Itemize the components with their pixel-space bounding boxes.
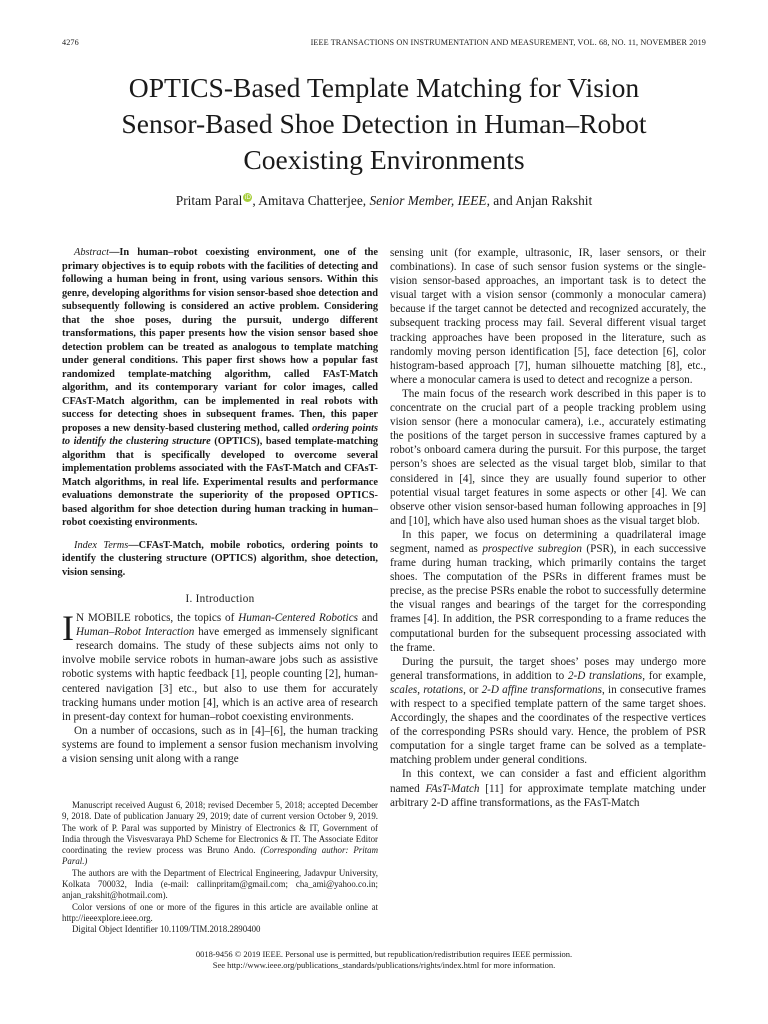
copyright-line: 0018-9456 © 2019 IEEE. Personal use is permitted, but republication/redistribution requires IEEE permission. [195, 949, 573, 959]
copyright-line: See http://www.ieee.org/publications_standards/publications/rights/index.html for more information. [212, 960, 556, 970]
body-emphasis: rotations [423, 683, 464, 696]
body-emphasis: scales [390, 683, 418, 696]
body-emphasis: FAsT-Match [425, 782, 480, 795]
page-number: 4276 [62, 38, 79, 47]
body-paragraph: sensing unit (for example, ultrasonic, IR, laser sensors, or their combinations). In case of such sensor fusion systems or the single-vision sensor-based approaches, an important task is to detect the visual target with a vision sensor (commonly a monocular camera) because if the target cannot be detected and recognized accurately, the subsequent tracking process may fail. Several different visual target tracking approaches have been proposed in the literature, such as randomly moving person identification [5], face detection [6], color histogram-based approach [7], human silhouette matching [8], etc., where a monocular camera is used to detect and recognize a person. [390, 247, 706, 386]
intro-text: and [358, 612, 378, 625]
right-column [390, 246, 706, 810]
body-emphasis: 2-D translations [567, 669, 643, 682]
footnote-color: Color versions of one or more of the figures in this article are available online at http://ieeexplore.ieee.org. [62, 901, 378, 923]
footnote-manuscript [62, 800, 378, 868]
abstract-text: (OPTICS), based template-matching algorithm that is specifically developed to overcome several implementation problems associated with the FAsT-Match and CFAsT-Match algorithms, in real life. Experimental results and performance evaluations demonstrate the superiority of the proposed OPTICS-based algorithm for shoe detection during human tracking in human–robot coexisting environments. [62, 436, 379, 528]
body-text: In this context, we can consider a fast and efficient algorithm named [390, 768, 706, 795]
footnote-affiliation: The authors are with the Department of Electrical Engineering, Jadavpur University, Kolkata 700032, India (e-mail: callinpritam@gmail.com; cha_ami@yahoo.co.in; anjan_rakshit@hotmail.com). [62, 867, 378, 901]
corresponding-author: (Corresponding author: Pritam Paral.) [62, 845, 378, 867]
intro-emphasis: Human-Centered Robotics [238, 612, 359, 625]
body-text: , or [463, 683, 482, 696]
author-title: Senior Member, IEEE [369, 193, 487, 208]
author-separator: , Amitava Chatterjee, [252, 193, 370, 208]
body-text: In this paper, we focus on determining a quadrilateral image segment, named as [390, 528, 706, 555]
journal-header: IEEE TRANSACTIONS ON INSTRUMENTATION AND MEASUREMENT, VOL. 68, NO. 11, NOVEMBER 2019 [310, 38, 706, 47]
author-separator: , and Anjan Rakshit [486, 193, 593, 208]
running-head [62, 38, 706, 50]
author-line [40, 193, 728, 209]
body-paragraph [390, 528, 706, 655]
body-emphasis: 2-D affine transformations [481, 683, 602, 696]
intro-paragraph [62, 608, 378, 724]
body-paragraph [390, 767, 706, 809]
index-terms-dash: — [128, 539, 139, 551]
body-paragraph: The main focus of the research work described in this paper is to concentrate on the crucial part of a people tracking problem using vision sensor (here a monocular camera), i.e., accurately estimating the positions of the target person in successive frames captured by a robot’s onboard camera during the pursuit. For this purpose, the target person’s shoes are selected as the visual target blob, similar to that considered in [4], since they are usually found superior to other potential visual target features in some aspects or other [4]. We can observe other vision sensor-based human following approaches in [9] and [10], which have also used human shoes as the visual target blob. [390, 387, 706, 527]
copyright-notice [60, 949, 708, 971]
intro-text: have emerged as immensely significant research domains. The study of these subjects aims not only to involve mobile service robots in human-aware jobs such as assistive robotic systems with haptic feedback [1], people counting [2], human-centered navigation [3] etc., but also to use them for accurately tracking humans under motion [4], which is an active area of research in present-day context for human–robot coexisting environments. [62, 626, 378, 723]
intro-text: N MOBILE robotics, the topics of [76, 612, 239, 625]
abstract-emphasis: ordering points to identify the clustering structure [62, 422, 378, 447]
intro-emphasis: Human–Robot Interaction [76, 626, 195, 639]
abstract [62, 246, 378, 530]
left-column [62, 246, 378, 766]
section-heading: I. Introduction [185, 593, 255, 605]
title-line: Coexisting Environments [243, 144, 525, 175]
intro-paragraph: On a number of occasions, such as in [4]–[6], the human tracking systems are found to implement a sensor fusion mechanism involving a vision sensing unit along with a range [62, 724, 378, 766]
index-terms-text: CFAsT-Match, mobile robotics, ordering points to identify the clustering structure (OPTICS) algorithm, shoe detection, vision sensing. [62, 539, 378, 578]
body-text: [11] for approximate template matching under arbitrary 2-D affine transformations, as the FAsT-Match [390, 782, 706, 809]
abstract-dash: — [109, 247, 120, 258]
author-name: Pritam Paral [175, 193, 243, 208]
abstract-label: Abstract [74, 247, 110, 258]
abstract-text: In human–robot coexisting environment, one of the primary objectives is to equip robots with the facilities of detecting and following a human being in front, using various sensors. Within this genre, developing algorithms for vision sensor-based shoe detection and subsequently following is considered an active problem. Considering that the shoe poses, during the pursuit, undergo different transformations, this paper presents how the vision sensor based shoe detection problem can be treated as analogous to template matching under general conditions. This paper first shows how a popular fast randomized template-matching algorithm, called FAsT-Match algorithm, and its contemporary variant for color images, called CFAsT-Match algorithm, can be implemented in real robots with success for detecting shoes in subsequent frames. Then, this paper proposes a new density-based clustering method, called [62, 247, 378, 434]
body-text: , [417, 683, 424, 696]
index-terms-label: Index Terms [74, 539, 129, 551]
body-text: (PSR), in each successive frame during human tracking, which primarily contains the target shoes. The computation of the PSRs in different frames must be precise, as the precise PSRs enable the robot to successfully determine the visual ranges and bearings of the target for the corresponding frames [4]. In addition, the PSR corresponding to a frame reduces the computational burden for the subsequent processing associated with the frame. [390, 542, 707, 654]
footnote-doi: Digital Object Identifier 10.1109/TIM.2018.2890400 [72, 924, 261, 935]
body-text: , in consecutive frames with respect to a specified template pattern of the same target shoes. Accordingly, the shapes and the coordinates of the respective vertices of the corresponding PSRs should vary. Hence, the problem of PSR computation for a single target frame can be solved as a template-matching problem under general conditions. [390, 683, 707, 767]
orcid-icon[interactable]: iD [244, 194, 251, 201]
title-line: OPTICS-Based Template Matching for Vision [128, 72, 640, 103]
title-line: Sensor-Based Shoe Detection in Human–Robot [121, 108, 647, 139]
paper-title [40, 70, 728, 178]
body-text: , for example, [642, 669, 706, 682]
body-paragraph [390, 655, 706, 768]
footnote-text: Manuscript received August 6, 2018; revised December 5, 2018; accepted December 9, 2018. Date of publication January 29, 2019; date of current version October 9, 2019. The work of P. Paral was supported by Ministry of Electronics & IT, Government of India through the Visvesvaraya PhD Scheme for Electronics & IT. The Associate Editor coordinating the review process was Bruno Ando. [62, 800, 378, 856]
drop-cap: I [62, 608, 74, 649]
body-emphasis: prospective subregion [482, 542, 582, 555]
body-text: During the pursuit, the target shoes’ poses may undergo more general transformations, in addition to [390, 655, 706, 682]
footnotes [62, 800, 378, 936]
index-terms [62, 539, 378, 580]
